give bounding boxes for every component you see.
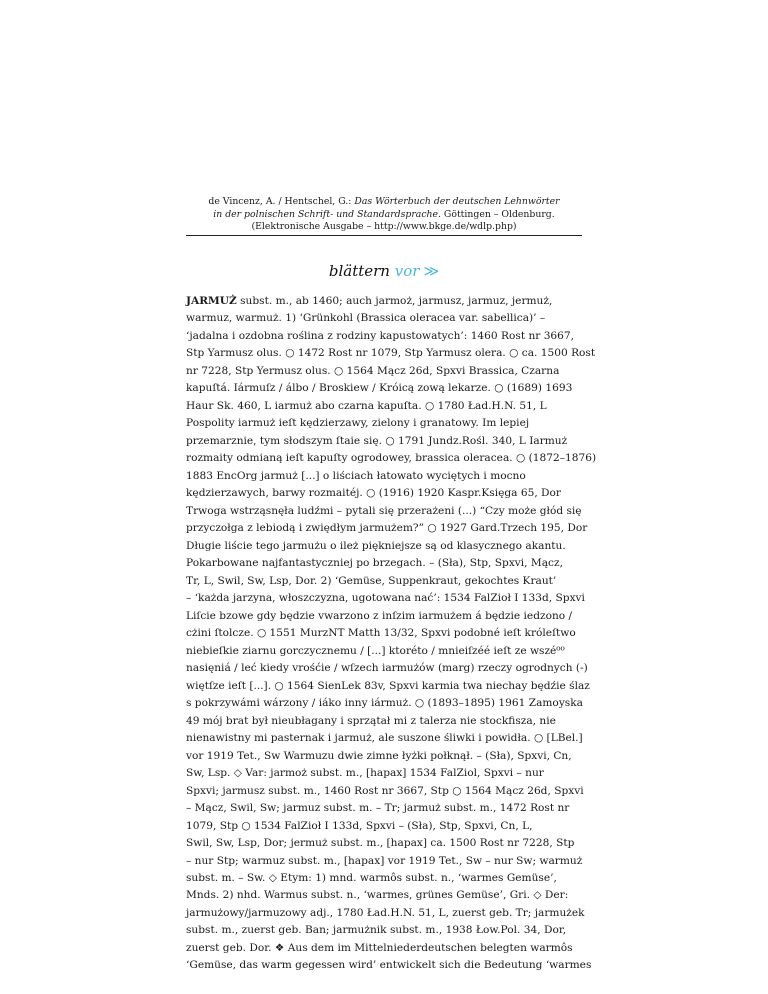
entry-line: nr 7228, Stp Yermusz olus. ○ 1564 Mącz 26d, Spxvi Brassica, Czarna [186,364,560,377]
entry-line: subst. m. – Sw. ◇ Etym: 1) mnd. warmôs subst. n., ‘warmes Gemüse’, [186,871,557,884]
entry-line: zuerst geb. Dor. ❖ Aus dem im Mittelniederdeutschen belegten warmôs [186,941,573,954]
entry-line: 49 mój brat był nieubłagany i sprzątał mi z talerza nie stockfisza, nie [186,714,556,727]
entry-line: ‘Gemüse, das warm gegessen wird’ entwickelt sich die Bedeutung ‘warmes [186,959,592,972]
page-navigation [186,262,582,280]
entry-line: Liſcie bzowe gdy będzie vwarzono z inſzim iarmużem á będzie iedzono / [186,609,573,622]
entry-line: przyczołga z lebiodą i zwiędłym jarmużem?” ○ 1927 Gard.Trzech 195, Dor [186,522,588,535]
entry-line: więtſze ieſt [...]. ○ 1564 SienLek 83v, Spxvi karmia twa niechay będźie ślaz [186,679,590,692]
entry-line: rozmaity odmianą ieſt kapuſty ogrodowey, brassica oleracea. ○ (1872–1876) [186,452,597,465]
entry-line: Tr, L, Swil, Sw, Lsp, Dor. 2) ‘Gemüse, Suppenkraut, gekochtes Kraut’ [186,574,557,587]
citation-header [186,196,582,234]
citation-line-2: in der polnischen Schrift- und Standardsprache. Göttingen – Oldenburg. [213,208,555,220]
entry-line: 1079, Stp ○ 1534 FalZioł I 133d, Spxvi – (Sła), Stp, Spxvi, Cn, L, [186,819,533,832]
entry-line: Mnds. 2) nhd. Warmus subst. n., ‘warmes, grünes Gemüse’, Gri. ◇ Der: [186,889,569,902]
entry-line: Pospolity iarmuż ieſt kędzierzawy, zielony i granatowy. Im lepiej [186,417,530,430]
entry-line: vor 1919 Tet., Sw Warmuzu dwie zimne łyżki połknął. – (Sła), Spxvi, Cn, [186,749,572,762]
entry-line: kędzierzawych, barwy rozmaitéj. ○ (1916) 1920 Kaspr.Księga 65, Dor [186,487,561,500]
blaettern-label: blättern [328,262,390,280]
entry-line: jarmużowy/jarmuzowy adj., 1780 Ład.H.N. 51, L, zuerst geb. Tr; jarmużek [186,906,585,919]
entry-line: JARMUŻ subst. m., ab 1460; auch jarmoż, jarmusz, jarmuz, jermuż, [186,295,553,307]
citation-line-3: (Elektronische Ausgabe – http://www.bkge.de/wdlp.php) [251,221,517,232]
entry-line: Sw, Lsp. ◇ Var: jarmoż subst. m., [hapax] 1534 FalZiol, Spxvi – nur [186,767,544,780]
entry-line: – Mącz, Swil, Sw; jarmuz subst. m. – Tr; jarmuż subst. m., 1472 Rost nr [186,802,570,815]
entry-line: s pokrzywámi wárzony / iáko inny iármuż. ○ (1893–1895) 1961 Zamoyska [186,697,583,710]
entry-line: warmuz, warmuż. 1) ‘Grünkohl (Brassica oleracea var. sabellica)’ – [186,312,546,325]
headword: JARMUŻ [186,295,237,307]
header-rule [186,235,582,236]
entry-line: 1883 EncOrg jarmuż [...] o liściach łatowato wyciętych i mocno [186,469,526,482]
next-page-link[interactable]: vor ≫ [394,262,440,280]
entry-line: cżini ſtolcze. ○ 1551 MurzNT Matth 13/32, Spxvi podobné ieſt króleſtwo [186,627,576,640]
dictionary-entry [186,293,597,975]
entry-line: Pokarbowane najfantastyczniej po brzegach. – (Sła), Stp, Spxvi, Mącz, [186,557,563,570]
entry-line: Długie liście tego jarmużu o ileż piękniejsze są od klasycznego akantu. [186,539,566,552]
entry-line: Stp Yarmusz olus. ○ 1472 Rost nr 1079, Stp Yarmusz olera. ○ ca. 1500 Rost [186,347,596,360]
entry-line: Spxvi; jarmusz subst. m., 1460 Rost nr 3667, Stp ○ 1564 Mącz 26d, Spxvi [186,784,584,797]
entry-line: nienawistny mi pasternak i jarmuż, ale suszone śliwki i powidła. ○ [LBel.] [186,732,583,745]
entry-line: przemarznie, tym słodszym ſtaie się. ○ 1791 Jundz.Rośl. 340, L Iarmuż [186,434,568,447]
entry-line: kapuſtá. Iármuſz / álbo / Broskiew / Króicą zową lekarze. ○ (1689) 1693 [186,382,573,395]
entry-line: Swil, Sw, Lsp, Dor; jermuż subst. m., [hapax] ca. 1500 Rost nr 7228, Stp [186,837,575,850]
entry-line: – ‘każda jarzyna, włoszczyzna, ugotowana nać’: 1534 FalZioł I 133d, Spxvi [186,592,585,605]
entry-line: – nur Stp; warmuz subst. m., [hapax] vor 1919 Tet., Sw – nur Sw; warmuż [186,854,583,867]
entry-line: ‘jadalna i ozdobna roślina z rodziny kapustowatych’: 1460 Rost nr 3667, [186,329,575,342]
double-chevron-right-icon[interactable]: ≫ [423,262,440,280]
entry-line: nasięniá / leć kiedy vrośćie / wſzech iarmużów (marg) rzeczy ogrodnych (-) [186,662,588,675]
book-title-part-1: Das Wörterbuch der deutschen Lehnwörter [354,196,560,207]
citation-line-1: de Vincenz, A. / Hentschel, G.: Das Wörterbuch der deutschen Lehnwörter [208,196,560,207]
entry-line: Trwoga wstrząsnęła ludźmi – pytali się przerażeni (...) “Czy może głód się [186,504,582,517]
entry-line: subst. m., zuerst geb. Ban; jarmużnik subst. m., 1938 Łow.Pol. 34, Dor, [186,924,567,937]
entry-line: Haur Sk. 460, L iarmuż abo czarna kapuſta. ○ 1780 Ład.H.N. 51, L [186,399,547,412]
entry-line: niebieſkie ziarnu gorczycznemu / [...] ktoréto / mnieiſzéé ieſt ze wszé⁰⁰ [186,644,565,657]
book-title-part-2: in der polnischen Schrift- und Standardsprache. [213,208,441,220]
